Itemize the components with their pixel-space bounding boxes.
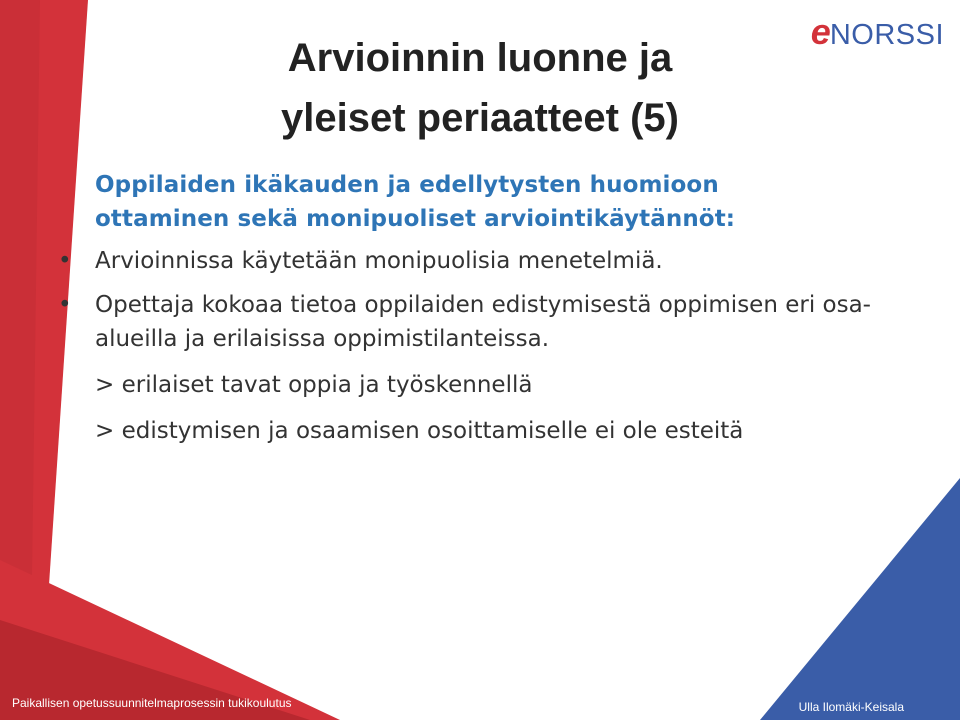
- subheading-line-1: Oppilaiden ikäkauden ja edellytysten huomioon: [95, 172, 719, 198]
- subheading: [95, 168, 895, 236]
- slide-content: [95, 168, 895, 448]
- text-line: > edistymisen ja osaamisen osoittamiselle ei ole esteitä: [95, 418, 744, 444]
- enorssi-logo: [810, 11, 944, 52]
- footer-author: Ulla Ilomäki-Keisala: [798, 700, 904, 714]
- logo-e-letter: e: [810, 11, 830, 52]
- footer-left-text: Paikallisen opetussuunnitelmaprosessin tukikoulutus: [12, 696, 292, 710]
- slide-title-line-1: Arvioinnin luonne ja: [287, 36, 673, 80]
- bullet-item: • Opettaja kokoaa tietoa oppilaiden edistymisestä oppimisen eri osa-alueilla ja erilaisissa oppimistilanteissa.: [95, 288, 895, 356]
- slide-title-line-2: yleiset periaatteet (5): [281, 96, 679, 140]
- bottom-right-blue-triangle: [760, 478, 960, 720]
- bullet-item: • Arvioinnissa käytetään monipuolisia menetelmiä.: [95, 244, 895, 278]
- logo-text: NORSSI: [829, 19, 944, 51]
- bullet-list: [95, 244, 895, 356]
- text-line: > erilaiset tavat oppia ja työskennellä: [95, 372, 533, 398]
- subheading-line-2: ottaminen sekä monipuoliset arviointikäytännöt:: [95, 206, 736, 232]
- slide-title: [180, 28, 780, 148]
